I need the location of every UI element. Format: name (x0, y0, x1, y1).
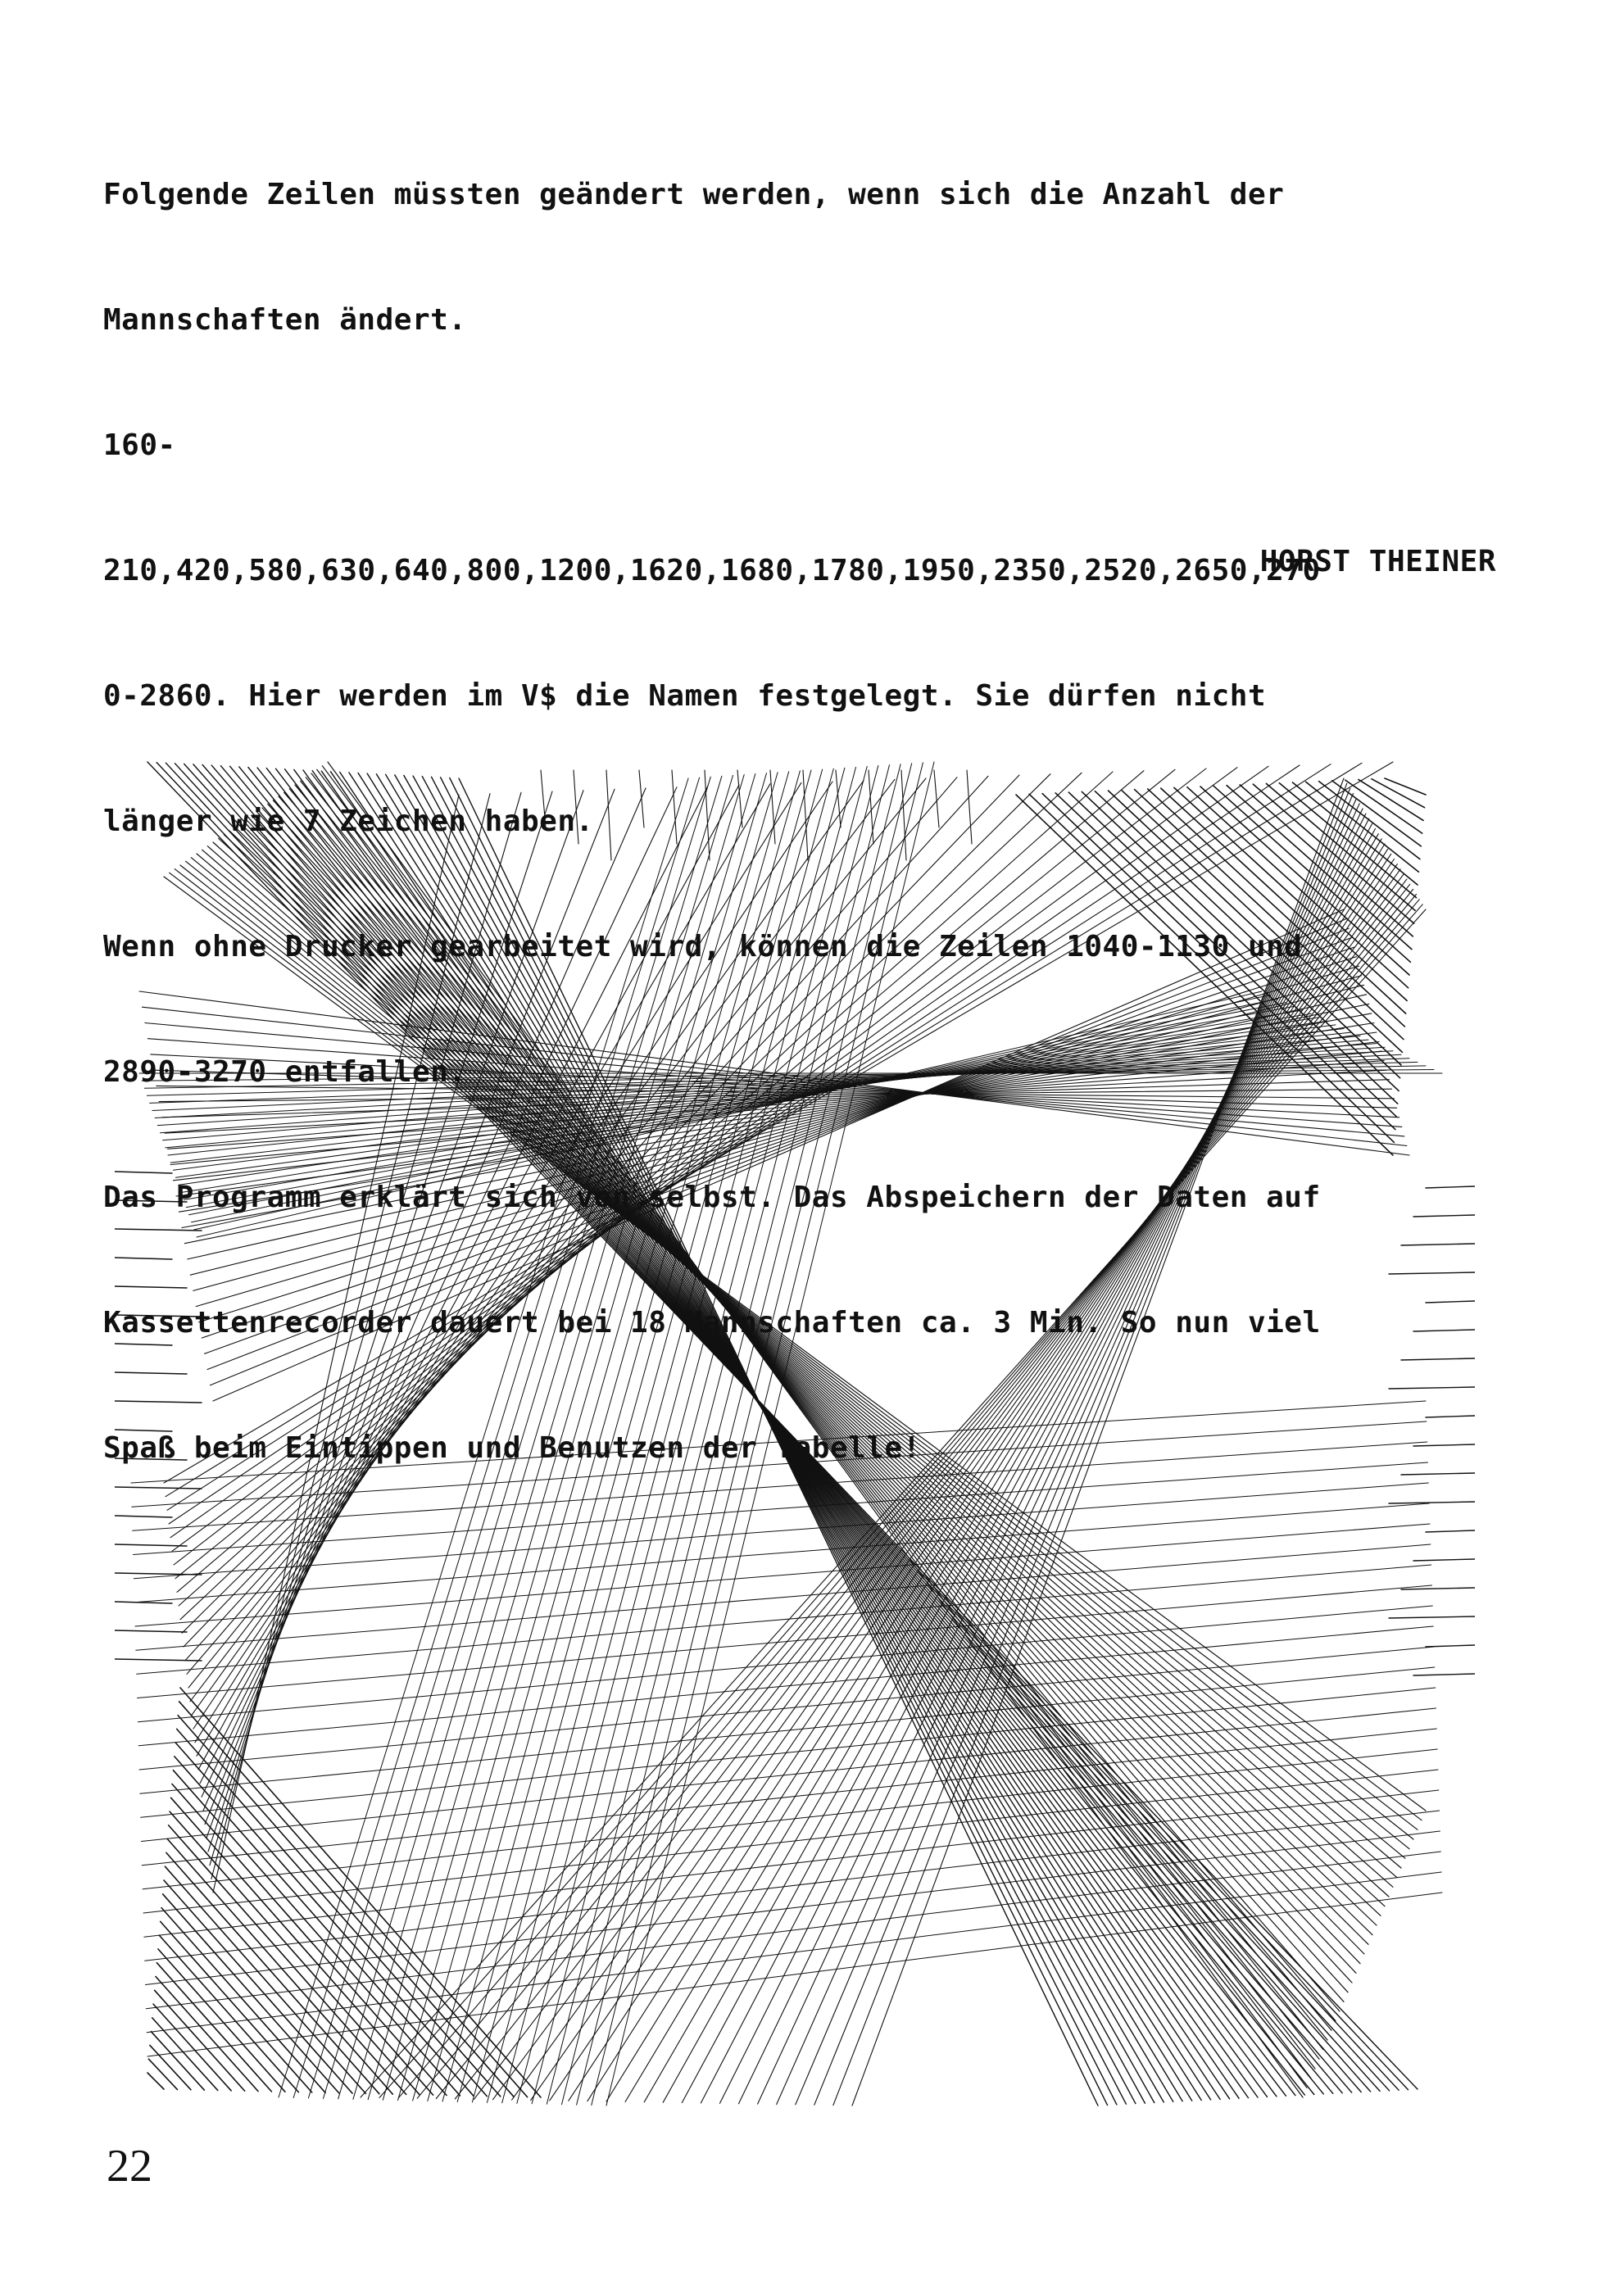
body-line: länger wie 7 Zeichen haben. (103, 805, 594, 838)
body-line: Wenn ohne Drucker gearbeitet wird, können die Zeilen 1040-1130 und (103, 930, 1303, 963)
body-line: Das Programm erklärt sich von selbst. Das Abspeichern der Daten auf (103, 1181, 1321, 1214)
body-line: 210,420,580,630,640,800,1200,1620,1680,1780,1950,2350,2520,2650,270 (103, 554, 1321, 587)
body-line: Spaß beim Eintippen und Benutzen der Tabelle! (103, 1431, 921, 1465)
page-number: 22 (107, 2141, 152, 2192)
body-line: 160- (103, 428, 176, 462)
body-line: Kassettenrecorder dauert bei 18 Mannschaften ca. 3 Min. So nun viel (103, 1306, 1321, 1340)
author-signature: HORST THEINER (1259, 545, 1496, 578)
line-pattern (115, 762, 1475, 2106)
string-art-illustration (115, 746, 1475, 2138)
body-line: Folgende Zeilen müssten geändert werden, wenn sich die Anzahl der (103, 178, 1285, 211)
body-line: 2890-3270 entfallen. (103, 1055, 467, 1089)
body-line: 0-2860. Hier werden im V$ die Namen festgelegt. Sie dürfen nicht (103, 679, 1267, 713)
body-line: Mannschaften ändert. (103, 303, 467, 337)
